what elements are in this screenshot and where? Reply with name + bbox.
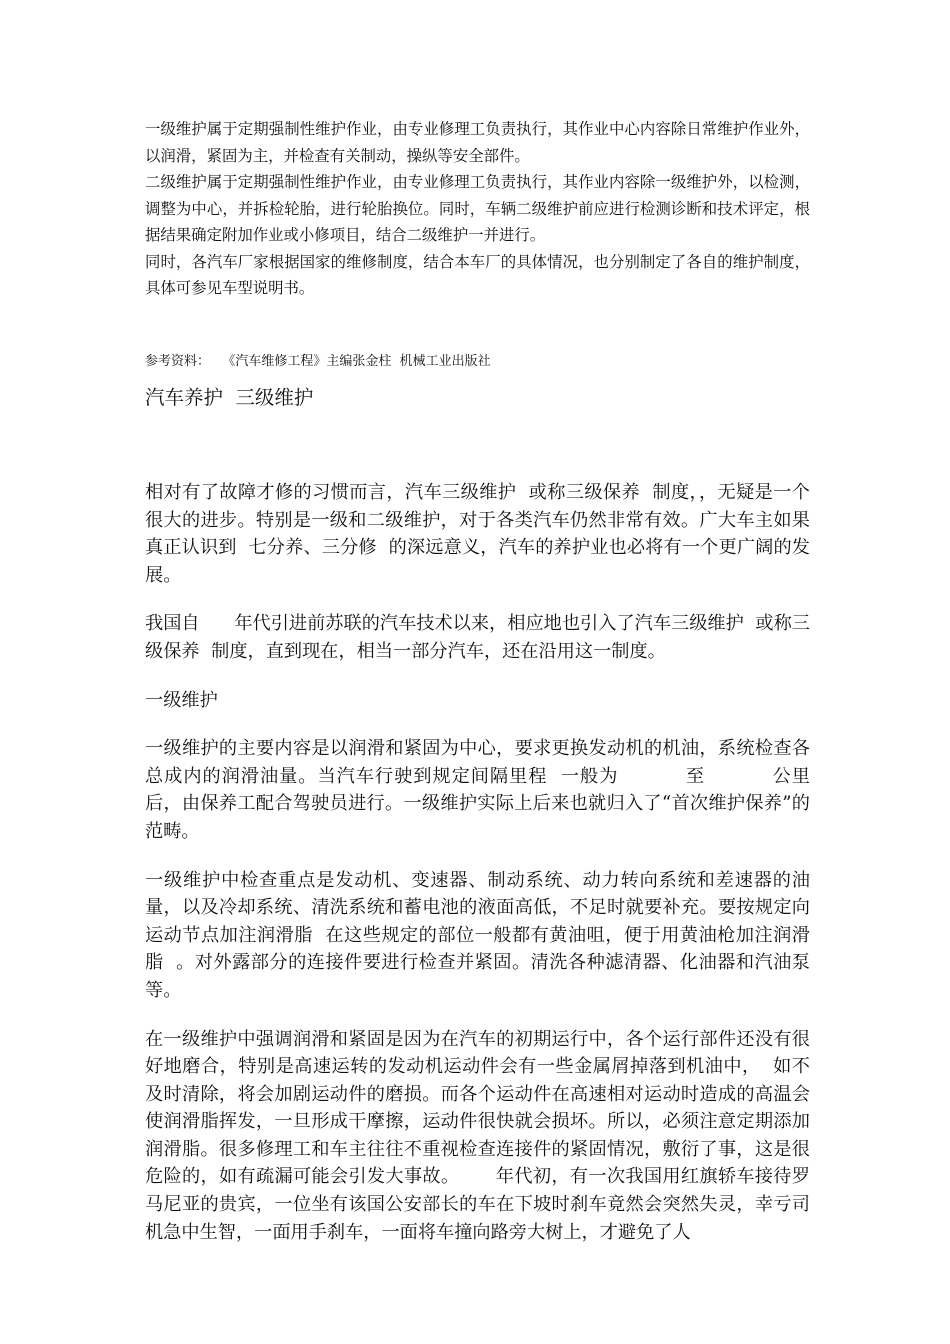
body-paragraph-intro: 相对有了故障才修的习惯而言，汽车三级维护 或称三级保养 制度，，无疑是一个很大的进步。特别是一级和二级维护，对于各类汽车仍然非常有效。广大车主如果真正认识到 七分养、三分修 的深远意义，汽车的养护业也必将有一个更广阔的发展。 [145,482,810,586]
body-paragraph-level1-reasons: 在一级维护中强调润滑和紧固是因为在汽车的初期运行中，各个运行部件还没有很好地磨合，特别是高速运转的发动机运动件会有一些金属屑掉落到机油中， 如不及时清除，将会加剧运动件的磨损。而各个运动件在高速相对运动时造成的高温会使润滑脂挥发，一旦形成干摩擦，运动件很快就会损坏。所以，必须注意定期添加润滑脂。很多修理工和车主往往不重视检查连接件的紧固情况，敷衍了事，这是很危险的，如有疏漏可能会引发大事故。 年代初，有一次我国用红旗轿车接待罗马尼亚的贵宾，一位坐有该国公安部长的车在下坡时刹车竟然会突然失灵，幸亏司机急中生智，一面用手刹车，一面将车撞向路旁大树上，才避免了人 [145,1028,810,1243]
body-paragraph-history: 我国自 年代引进前苏联的汽车技术以来，相应地也引入了汽车三级维护 或称三级保养 制度，直到现在，相当一部分汽车，还在沿用这一制度。 [145,613,810,662]
intro-section [145,116,810,302]
intro-paragraph-manufacturer: 同时，各汽车厂家根据国家的维修制度，结合本车厂的具体情况，也分别制定了各自的维护制度，具体可参见车型说明书。 [145,252,810,297]
body-section [145,479,822,1267]
body-paragraph-level1-content: 一级维护的主要内容是以润滑和紧固为中心，要求更换发动机的机油，系统检查各总成内的润滑油量。当汽车行驶到规定间隔里程 一般为 至 公里 后，由保养工配合驾驶员进行。一级维护实际上后来也就归入了“首次维护保养”的范畴。 [145,738,822,842]
intro-paragraph-level2: 二级维护属于定期强制性维护作业，由专业修理工负责执行，其作业内容除一级维护外，以检测，调整为中心，并拆检轮胎，进行轮胎换位。同时，车辆二级维护前应进行检测诊断和技术评定，根据结果确定附加作业或小修项目，结合二级维护一并进行。 [145,173,810,244]
reference-line: 参考资料： 《汽车维修工程》主编张金柱 机械工业出版社 [145,354,491,369]
section-title: 汽车养护 三级维护 [145,386,314,409]
subheading-level1: 一级维护 [145,689,218,711]
body-paragraph-level1-checks: 一级维护中检查重点是发动机、变速器、制动系统、动力转向系统和差速器的油量，以及冷却系统、清洗系统和蓄电池的液面高低，不足时就要补充。要按规定向运动节点加注润滑脂 在这些规定的部位一般都有黄油咀，便于用黄油枪加注润滑脂 。对外露部分的连接件要进行检查并紧固。清洗各种滤清器、化油器和汽油泵等。 [145,869,810,1001]
intro-paragraph-level1: 一级维护属于定期强制性维护作业，由专业修理工负责执行，其作业中心内容除日常维护作业外，以润滑，紧固为主，并检查有关制动，操纵等安全部件。 [145,120,810,165]
